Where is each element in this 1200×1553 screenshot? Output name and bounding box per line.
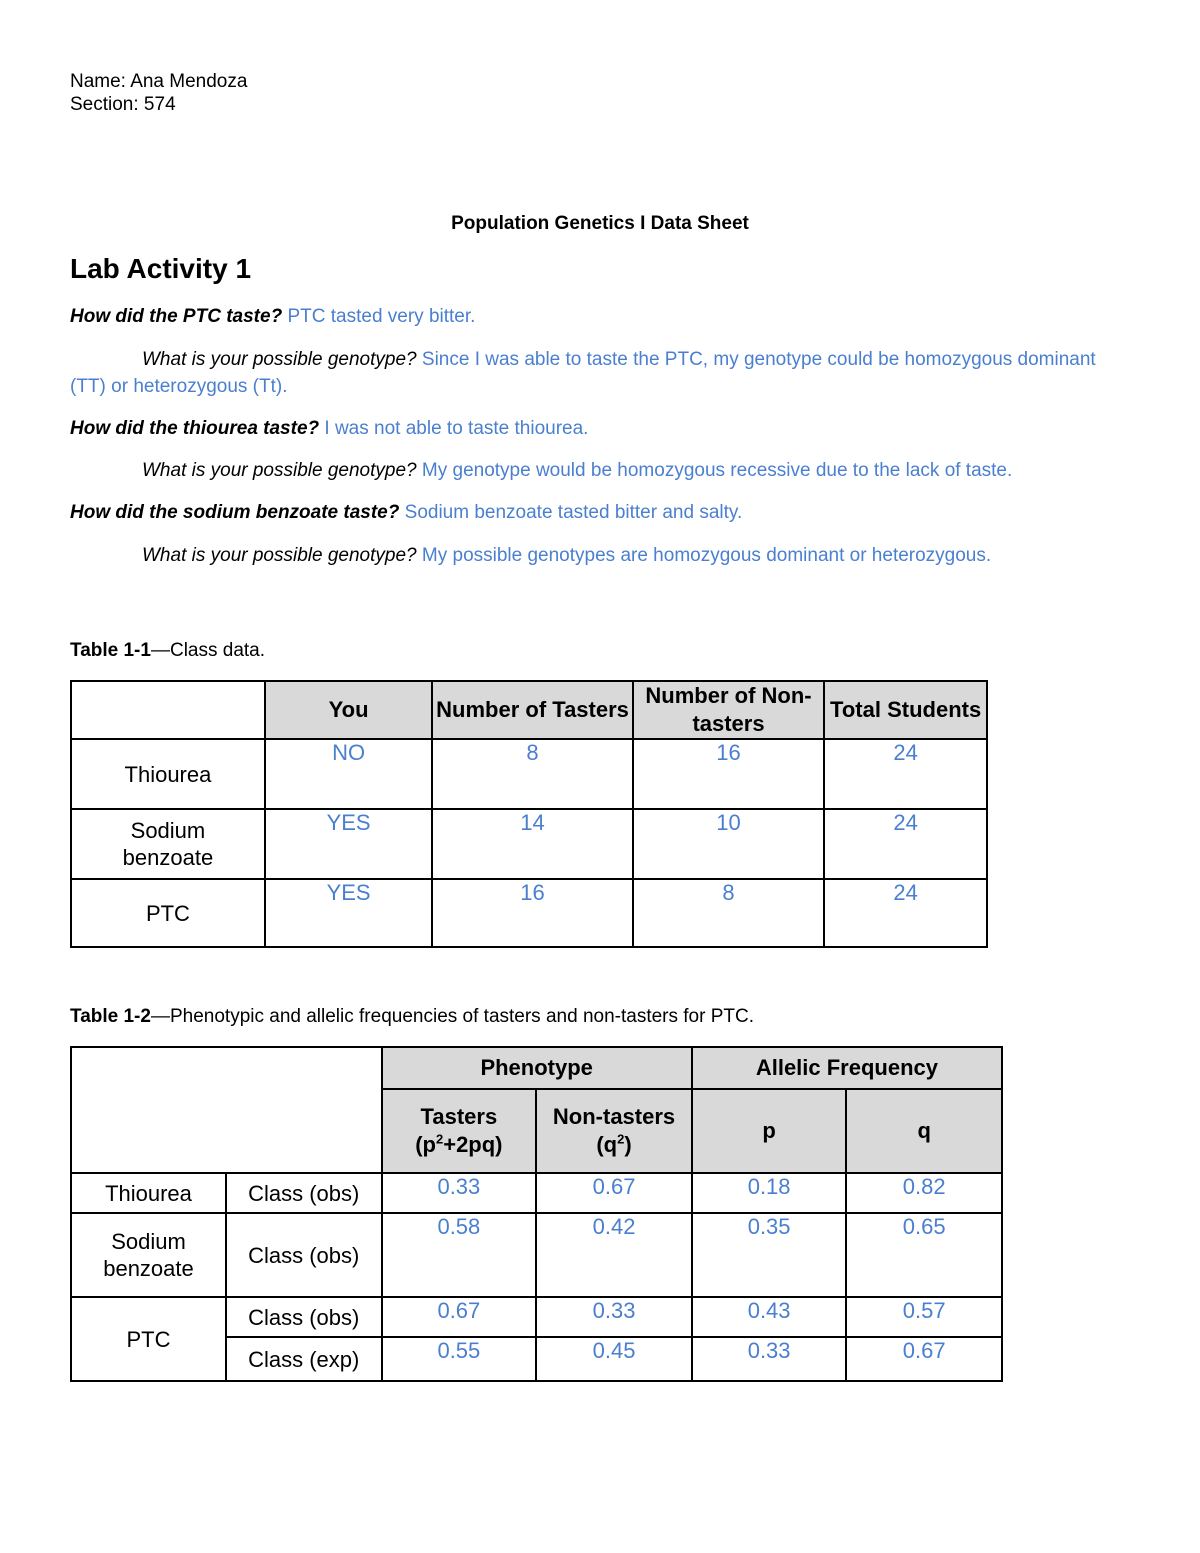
cell-tasters: 16 bbox=[432, 879, 632, 947]
cell-q: 0.67 bbox=[846, 1337, 1002, 1381]
answer: I was not able to taste thiourea. bbox=[324, 418, 589, 439]
qa-ptc-taste bbox=[70, 303, 1135, 330]
header-non-tasters-formula: $(q^2)$ bbox=[596, 1131, 632, 1157]
qa-sodium-taste bbox=[70, 499, 1135, 526]
question: What is your possible genotype? bbox=[142, 349, 417, 370]
qa-sodium-genotype bbox=[70, 542, 1135, 569]
header-p: p bbox=[692, 1089, 847, 1173]
answer: Sodium benzoate tasted bitter and salty. bbox=[404, 502, 743, 523]
cell-non-tasters: 8 bbox=[633, 879, 825, 947]
answer: Since I was able to taste the PTC, my genotype could be homozygous dominant (TT) or heterozygous (Tt). bbox=[70, 349, 1096, 397]
row-label: Sodium benzoate bbox=[71, 809, 265, 879]
header-non-tasters-label: Non-tasters bbox=[552, 1104, 676, 1129]
question: How did the thiourea taste? bbox=[70, 418, 320, 439]
header-total: Total Students bbox=[824, 681, 987, 739]
table2-caption-text: —Phenotypic and allelic frequencies of tasters and non-tasters for PTC. bbox=[150, 1006, 754, 1027]
table1-caption-text: —Class data. bbox=[150, 640, 266, 661]
row-label: Sodium benzoate bbox=[71, 1213, 226, 1297]
cell-non-tasters: 0.67 bbox=[536, 1173, 692, 1213]
header-phenotype: Phenotype bbox=[382, 1047, 692, 1089]
cell-tasters: 0.67 bbox=[382, 1297, 537, 1337]
cell-total: 24 bbox=[824, 879, 987, 947]
cell-p: 0.18 bbox=[692, 1173, 847, 1213]
header-you: You bbox=[265, 681, 432, 739]
row-label: PTC bbox=[71, 879, 265, 947]
table1-caption bbox=[70, 640, 265, 662]
row-label: Thiourea bbox=[71, 1173, 226, 1213]
cell-you: NO bbox=[265, 739, 432, 809]
table2-caption bbox=[70, 1006, 754, 1028]
cell-you: YES bbox=[265, 879, 432, 947]
cell-non-tasters: 0.33 bbox=[536, 1297, 692, 1337]
row-label: Thiourea bbox=[71, 739, 265, 809]
header-non-tasters bbox=[536, 1089, 692, 1173]
row-type: Class (obs) bbox=[226, 1173, 382, 1213]
activity-heading: Lab Activity 1 bbox=[70, 253, 252, 284]
question: How did the PTC taste? bbox=[70, 306, 283, 327]
question: What is your possible genotype? bbox=[142, 460, 417, 481]
cell-tasters: 0.58 bbox=[382, 1213, 537, 1297]
table-row bbox=[71, 739, 987, 809]
row-type: Class (obs) bbox=[226, 1213, 382, 1297]
class-data-table bbox=[70, 680, 988, 948]
cell-non-tasters: 10 bbox=[633, 809, 825, 879]
cell-p: 0.35 bbox=[692, 1213, 847, 1297]
cell-non-tasters: 0.45 bbox=[536, 1337, 692, 1381]
section-number: Section: 574 bbox=[70, 94, 176, 115]
frequency-table bbox=[70, 1046, 1003, 1382]
cell-tasters: 14 bbox=[432, 809, 632, 879]
student-name: Name: Ana Mendoza bbox=[70, 71, 248, 92]
question: What is your possible genotype? bbox=[142, 545, 417, 566]
qa-ptc-genotype bbox=[70, 346, 1135, 400]
row-type: Class (exp) bbox=[226, 1337, 382, 1381]
header-non-tasters: Number of Non-tasters bbox=[633, 681, 825, 739]
qa-thiourea-taste bbox=[70, 415, 1135, 442]
answer: My possible genotypes are homozygous dominant or heterozygous. bbox=[421, 545, 992, 566]
table-row bbox=[71, 1173, 1002, 1213]
row-label: PTC bbox=[71, 1297, 226, 1381]
cell-p: 0.43 bbox=[692, 1297, 847, 1337]
header-tasters-label: Tasters bbox=[420, 1104, 498, 1129]
header-q: q bbox=[846, 1089, 1002, 1173]
table2-caption-label: Table 1-2 bbox=[70, 1006, 151, 1027]
answer: PTC tasted very bitter. bbox=[287, 306, 476, 327]
answer: My genotype would be homozygous recessive due to the lack of taste. bbox=[421, 460, 1013, 481]
header-tasters bbox=[382, 1089, 537, 1173]
table-row bbox=[71, 809, 987, 879]
cell-total: 24 bbox=[824, 809, 987, 879]
header-blank bbox=[71, 1047, 382, 1173]
cell-total: 24 bbox=[824, 739, 987, 809]
header-tasters: Number of Tasters bbox=[432, 681, 632, 739]
cell-tasters: 8 bbox=[432, 739, 632, 809]
cell-non-tasters: 16 bbox=[633, 739, 825, 809]
cell-you: YES bbox=[265, 809, 432, 879]
question: How did the sodium benzoate taste? bbox=[70, 502, 400, 523]
cell-q: 0.57 bbox=[846, 1297, 1002, 1337]
cell-p: 0.33 bbox=[692, 1337, 847, 1381]
cell-tasters: 0.55 bbox=[382, 1337, 537, 1381]
table-row bbox=[71, 879, 987, 947]
cell-q: 0.82 bbox=[846, 1173, 1002, 1213]
cell-q: 0.65 bbox=[846, 1213, 1002, 1297]
table-header-row bbox=[71, 1047, 1002, 1089]
header-allelic-frequency: Allelic Frequency bbox=[692, 1047, 1002, 1089]
qa-thiourea-genotype bbox=[70, 457, 1135, 484]
document-title: Population Genetics I Data Sheet bbox=[451, 213, 749, 234]
cell-non-tasters: 0.42 bbox=[536, 1213, 692, 1297]
cell-tasters: 0.33 bbox=[382, 1173, 537, 1213]
table1-caption-label: Table 1-1 bbox=[70, 640, 151, 661]
table-header-row bbox=[71, 681, 987, 739]
row-type: Class (obs) bbox=[226, 1297, 382, 1337]
header-blank bbox=[71, 681, 265, 739]
table-row bbox=[71, 1297, 1002, 1337]
header-tasters-formula: $(p^2+2pq)$ bbox=[415, 1131, 503, 1157]
table-row bbox=[71, 1213, 1002, 1297]
